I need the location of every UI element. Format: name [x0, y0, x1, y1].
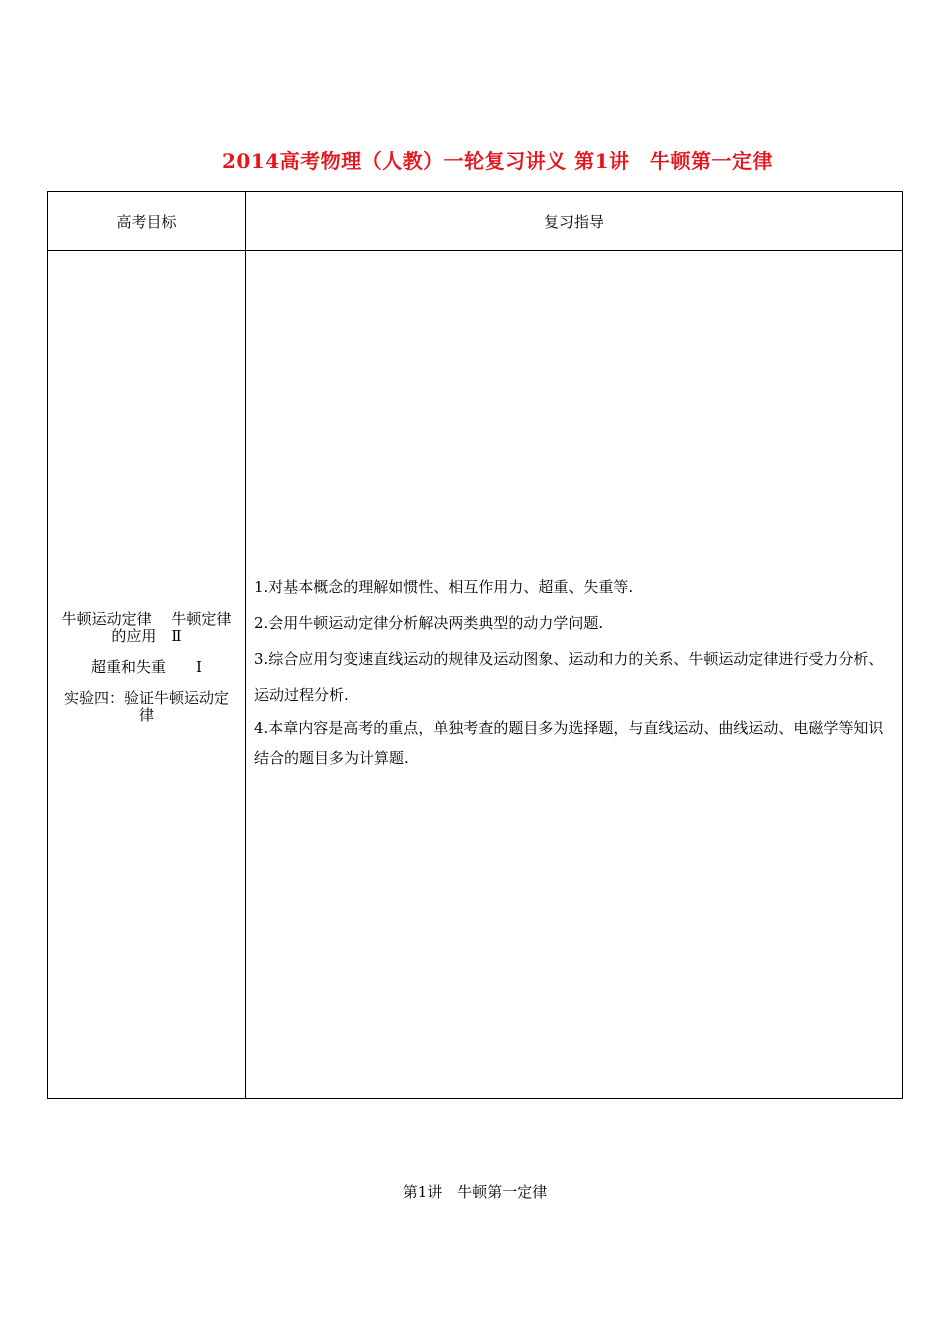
page-footer: 第1讲 牛顿第一定律 — [402, 1183, 548, 1201]
table-header-row — [48, 192, 903, 251]
exam-goals-cell — [48, 251, 246, 1099]
review-table — [47, 191, 903, 1099]
guidance-item: 4.本章内容是高考的重点，单独考查的题目多为选择题，与直线运动、曲线运动、电磁学等知识结合的题目多为计算题. — [254, 719, 884, 767]
guidance-item: 3.综合应用匀变速直线运动的规律及运动图象、运动和力的关系、牛顿运动定律进行受力分析、运动过程分析. — [254, 650, 884, 704]
document-title: 2014高考物理（人教）一轮复习讲义 第1讲 牛顿第一定律 — [221, 149, 774, 173]
goal-item: 实验四：验证牛顿运动定律 — [63, 689, 229, 724]
goal-item: 牛顿运动定律 牛顿定律的应用 Ⅱ — [61, 610, 232, 645]
guidance-item: 1.对基本概念的理解如惯性、相互作用力、超重、失重等. — [254, 578, 634, 596]
header-review-guidance: 复习指导 — [246, 192, 903, 251]
guidance-item: 2.会用牛顿运动定律分析解决两类典型的动力学问题. — [254, 614, 604, 632]
goal-item: 超重和失重 Ⅰ — [91, 658, 202, 676]
table-body-row — [48, 251, 903, 1099]
header-exam-goals: 高考目标 — [48, 192, 246, 251]
guidance-list — [254, 569, 894, 773]
review-guidance-cell — [246, 251, 903, 1099]
